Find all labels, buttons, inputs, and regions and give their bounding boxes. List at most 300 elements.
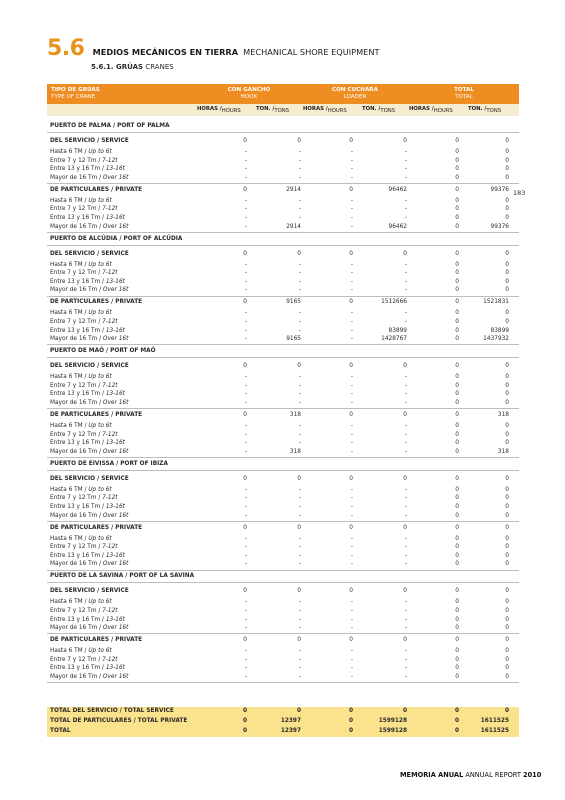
table-cell: -: [350, 197, 353, 204]
table-cell: 0: [403, 138, 407, 144]
table-cell: -: [404, 552, 407, 559]
row-label: [50, 361, 129, 371]
table-cell: -: [404, 174, 407, 181]
table-cell: -: [244, 149, 247, 155]
size-label-en: Up to 6t: [88, 486, 112, 493]
size-label-en: 13-16t: [105, 616, 125, 623]
table-cell: 1521831: [483, 299, 509, 306]
table-cell: 0: [243, 524, 247, 531]
table-cell: -: [244, 665, 247, 672]
table-cell: -: [350, 174, 353, 181]
table-cell: 0: [505, 138, 509, 144]
table-cell: 0: [455, 223, 459, 230]
group-label: DE PARTICULARES / PRIVATE: [50, 412, 143, 418]
table-cell: 0: [349, 250, 353, 257]
size-label-en: Up to 6t: [88, 599, 112, 606]
table-cell: -: [350, 608, 353, 614]
table-cell: 0: [349, 637, 353, 644]
table-cell: 0: [505, 270, 509, 277]
size-label-es: Entre 7 y 12 Tm /: [50, 656, 101, 663]
table-cell: 0: [455, 656, 459, 663]
table-cell: -: [404, 157, 407, 164]
table-cell: 0: [505, 287, 509, 294]
table-cell: 318: [289, 448, 301, 455]
table-cell: -: [298, 561, 301, 568]
table-cell: -: [350, 625, 353, 632]
table-cell: -: [350, 149, 353, 155]
size-label-en: Over 16t: [102, 174, 129, 181]
table-cell: 0: [505, 157, 509, 164]
group-label: DE PARTICULARES / PRIVATE: [50, 637, 143, 644]
row-label: [50, 249, 129, 259]
table-cell: 0: [505, 363, 509, 370]
tons-label-es: TON. /: [362, 106, 381, 112]
table-cell: -: [298, 535, 301, 542]
row-label: [50, 346, 156, 356]
footer-report-en: ANNUAL REPORT: [465, 771, 521, 779]
table-cell: -: [404, 431, 407, 438]
table-cell: 0: [297, 524, 301, 531]
table-cell: -: [404, 310, 407, 317]
table-cell: 0: [455, 287, 459, 294]
table-cell: -: [350, 544, 353, 551]
footer-year: 2010: [523, 771, 542, 779]
size-label-es: Mayor de 16 Tm /: [50, 674, 102, 680]
table-cell: 0: [505, 588, 509, 595]
table-cell: 0: [455, 157, 459, 164]
table-cell: 0: [505, 250, 509, 257]
table-cell: -: [404, 448, 407, 455]
subsection-title-en: CRANES: [145, 63, 174, 71]
table-cell: -: [244, 431, 247, 438]
table-cell: 0: [403, 524, 407, 531]
size-label-es: Entre 13 y 16 Tm /: [50, 391, 104, 398]
total-cell: 0: [504, 708, 509, 714]
row-label: [50, 559, 128, 569]
col-hook-en: HOOK: [240, 94, 258, 100]
table-cell: 0: [455, 512, 459, 519]
table-cell: -: [350, 382, 353, 389]
section-number: 5.6: [47, 36, 85, 61]
table-cell: -: [404, 665, 407, 672]
table-cell: 0: [297, 637, 301, 644]
group-row: [47, 523, 519, 533]
table-cell: -: [298, 544, 301, 551]
table-cell: 0: [349, 588, 353, 595]
size-label-es: Entre 13 y 16 Tm /: [50, 440, 104, 447]
table-cell: -: [244, 391, 247, 398]
table-cell: -: [404, 149, 407, 155]
size-label-es: Mayor de 16 Tm /: [50, 287, 102, 294]
table-cell: 0: [505, 552, 509, 559]
size-label-en: 13-16t: [105, 440, 125, 447]
size-label-en: Over 16t: [102, 287, 129, 294]
table-cell: -: [298, 382, 301, 389]
size-label-es: Hasta 6 TM /: [50, 599, 87, 606]
table-cell: 0: [455, 310, 459, 317]
table-cell: 0: [505, 423, 509, 429]
table-cell: 0: [349, 363, 353, 370]
table-cell: -: [404, 270, 407, 277]
group-row: [47, 586, 519, 596]
table-cell: 0: [297, 475, 301, 482]
table-cell: -: [298, 166, 301, 173]
table-cell: 0: [505, 648, 509, 655]
table-cell: -: [350, 157, 353, 164]
section-title-es: MEDIOS MECÁNICOS EN TIERRA: [92, 47, 239, 57]
table-cell: -: [350, 599, 353, 606]
table-cell: -: [298, 512, 301, 519]
port-header-row: [47, 346, 519, 356]
table-cell: -: [350, 166, 353, 173]
table-cell: -: [298, 674, 301, 680]
row-divider: [47, 357, 519, 358]
row-label: [50, 635, 142, 645]
table-cell: 0: [505, 599, 509, 606]
table-cell: 1428767: [381, 336, 407, 343]
table-cell: 0: [455, 504, 459, 510]
table-cell: 0: [455, 250, 459, 257]
table-cell: -: [350, 423, 353, 429]
table-cell: -: [244, 504, 247, 510]
table-cell: -: [244, 223, 247, 230]
table-cell: -: [244, 157, 247, 164]
col-tons-header: [362, 106, 396, 114]
table-cell: 0: [455, 544, 459, 551]
table-cell: 83899: [490, 327, 509, 334]
size-label-es: Entre 13 y 16 Tm /: [50, 552, 104, 559]
table-cell: 0: [455, 674, 459, 680]
size-label-es: Mayor de 16 Tm /: [50, 223, 102, 230]
row-divider: [47, 521, 519, 522]
row-label: [50, 121, 170, 131]
table-cell: 0: [455, 431, 459, 438]
table-cell: 0: [505, 561, 509, 568]
table-cell: 0: [455, 535, 459, 542]
total-cell: 0: [348, 728, 353, 734]
table-cell: 0: [505, 166, 509, 173]
table-cell: -: [350, 448, 353, 455]
group-row: [47, 361, 519, 371]
table-cell: -: [298, 149, 301, 155]
size-label-es: Entre 13 y 16 Tm /: [50, 504, 104, 510]
table-cell: 0: [455, 486, 459, 493]
table-cell: 0: [455, 423, 459, 429]
total-cell: 1611525: [480, 728, 509, 734]
total-cell: 0: [348, 708, 353, 714]
table-cell: -: [350, 495, 353, 502]
table-row: [47, 672, 519, 682]
table-cell: -: [350, 206, 353, 213]
size-label-es: Entre 7 y 12 Tm /: [50, 157, 101, 164]
table-cell: -: [244, 215, 247, 221]
table-cell: 0: [505, 512, 509, 519]
table-cell: -: [298, 665, 301, 672]
row-divider: [47, 582, 519, 583]
total-cell: 0: [454, 728, 459, 734]
table-cell: 0: [455, 215, 459, 221]
size-label-en: Over 16t: [102, 336, 129, 343]
col-loader-es: CON CUCHARA: [332, 87, 378, 93]
table-cell: -: [350, 486, 353, 493]
port-header-row: [47, 571, 519, 581]
total-cell: 0: [454, 708, 459, 714]
row-label: [50, 234, 182, 244]
table-cell: 0: [403, 412, 407, 418]
group-row: [47, 297, 519, 307]
table-cell: -: [350, 223, 353, 230]
table-cell: 0: [243, 186, 247, 193]
size-label-es: Entre 7 y 12 Tm /: [50, 270, 101, 277]
table-cell: -: [350, 616, 353, 623]
table-cell: 2914: [286, 186, 301, 193]
table-cell: -: [244, 400, 247, 406]
size-label-en: 7-12t: [102, 608, 118, 614]
size-label-en: 13-16t: [105, 327, 125, 334]
size-label-es: Entre 7 y 12 Tm /: [50, 608, 101, 614]
table-cell: -: [404, 544, 407, 551]
section-header: [47, 36, 379, 61]
table-cell: 0: [455, 206, 459, 213]
size-label-en: Up to 6t: [88, 648, 112, 655]
table-cell: -: [350, 310, 353, 317]
table-cell: -: [298, 174, 301, 181]
table-cell: -: [244, 270, 247, 277]
group-label: DE PARTICULARES / PRIVATE: [50, 299, 143, 306]
size-label-es: Entre 13 y 16 Tm /: [50, 166, 104, 173]
table-cell: -: [298, 486, 301, 493]
table-cell: -: [350, 512, 353, 519]
table-row: [47, 173, 519, 183]
size-label-en: 7-12t: [102, 206, 118, 213]
total-cell: 12397: [280, 718, 301, 724]
table-cell: -: [298, 215, 301, 221]
table-row: [47, 511, 519, 521]
table-cell: 0: [505, 440, 509, 447]
table-cell: 0: [505, 674, 509, 680]
table-cell: -: [298, 504, 301, 510]
table-cell: -: [350, 674, 353, 680]
table-cell: 0: [505, 656, 509, 663]
tons-label-es: TON. /: [256, 106, 275, 112]
table-cell: 0: [505, 665, 509, 672]
hours-label-en: HOURS: [221, 108, 241, 114]
row-divider: [47, 232, 519, 233]
table-cell: -: [244, 535, 247, 542]
size-label-es: Mayor de 16 Tm /: [50, 400, 102, 406]
size-label-es: Entre 13 y 16 Tm /: [50, 616, 104, 623]
table-row: [47, 334, 519, 344]
table-cell: 0: [455, 382, 459, 389]
size-label-es: Hasta 6 TM /: [50, 486, 87, 493]
table-cell: 0: [455, 166, 459, 173]
size-label-es: Entre 7 y 12 Tm /: [50, 382, 101, 389]
row-label: [50, 185, 142, 195]
table-cell: 0: [505, 495, 509, 502]
table-cell: 0: [455, 440, 459, 447]
section-title-en: MECHANICAL SHORE EQUIPMENT: [243, 47, 380, 57]
row-label: [50, 173, 128, 183]
table-cell: -: [404, 400, 407, 406]
table-cell: -: [404, 215, 407, 221]
table-cell: -: [298, 287, 301, 294]
size-label-es: Hasta 6 TM /: [50, 310, 87, 317]
size-label-en: 7-12t: [102, 495, 118, 502]
footer-report-es: MEMORIA ANUAL: [400, 771, 464, 779]
table-cell: -: [350, 552, 353, 559]
table-cell: -: [244, 423, 247, 429]
size-label-es: Entre 7 y 12 Tm /: [50, 495, 101, 502]
size-label-es: Hasta 6 TM /: [50, 261, 87, 268]
table-cell: -: [244, 616, 247, 623]
size-label-es: Mayor de 16 Tm /: [50, 625, 102, 632]
table-cell: -: [244, 206, 247, 213]
table-row: [47, 559, 519, 569]
hours-label-es: HORAS /: [409, 106, 434, 112]
table-cell: -: [404, 648, 407, 655]
table-cell: -: [244, 310, 247, 317]
table-cell: 0: [243, 588, 247, 595]
size-label-es: Entre 7 y 12 Tm /: [50, 544, 101, 551]
table-cell: -: [244, 287, 247, 294]
table-cell: 83899: [388, 327, 407, 334]
size-label-en: Up to 6t: [88, 310, 112, 317]
table-cell: 0: [455, 149, 459, 155]
total-row: [47, 717, 519, 727]
port-name: PUERTO DE EIVISSA / PORT OF IBIZA: [50, 460, 168, 467]
table-cell: -: [298, 656, 301, 663]
size-label-es: Hasta 6 TM /: [50, 149, 87, 155]
table-cell: -: [244, 674, 247, 680]
tons-label-en: TONS: [380, 108, 396, 114]
size-label-en: Over 16t: [102, 512, 129, 519]
port-name: PUERTO DE PALMA / PORT OF PALMA: [50, 123, 170, 129]
table-header-bar: [47, 84, 519, 104]
table-cell: -: [244, 544, 247, 551]
group-label: DEL SERVICIO / SERVICE: [50, 588, 129, 595]
table-cell: -: [404, 608, 407, 614]
table-cell: -: [244, 648, 247, 655]
table-cell: 0: [455, 412, 459, 418]
tons-label-en: TONS: [274, 108, 290, 114]
total-cell: 0: [454, 718, 459, 724]
table-cell: -: [244, 197, 247, 204]
table-cell: 0: [403, 363, 407, 370]
size-label-es: Mayor de 16 Tm /: [50, 174, 102, 181]
table-cell: -: [350, 535, 353, 542]
port-name: PUERTO DE MAÓ / PORT OF MAÓ: [50, 348, 156, 355]
size-label-en: Up to 6t: [88, 197, 112, 204]
table-cell: -: [404, 278, 407, 285]
table-cell: -: [298, 206, 301, 213]
table-cell: 0: [455, 197, 459, 204]
table-cell: -: [244, 561, 247, 568]
table-cell: -: [298, 625, 301, 632]
size-label-en: 7-12t: [102, 431, 118, 438]
table-cell: 0: [505, 215, 509, 221]
table-cell: 0: [403, 637, 407, 644]
table-cell: -: [244, 625, 247, 632]
footer: [400, 771, 541, 779]
table-cell: -: [298, 319, 301, 325]
port-header-row: [47, 234, 519, 244]
row-label: [50, 297, 142, 307]
table-cell: 318: [497, 412, 509, 418]
table-cell: -: [350, 504, 353, 510]
table-cell: -: [298, 374, 301, 381]
size-label-en: Over 16t: [102, 561, 129, 568]
table-cell: 0: [349, 524, 353, 531]
table-cell: -: [350, 648, 353, 655]
table-cell: -: [244, 382, 247, 389]
size-label-en: Up to 6t: [88, 535, 112, 542]
col-hours-header: [409, 106, 453, 114]
row-label: [50, 447, 128, 457]
table-cell: -: [350, 287, 353, 294]
table-cell: 0: [297, 250, 301, 257]
table-row: [47, 623, 519, 633]
table-cell: 0: [455, 637, 459, 644]
col-hours-header: [303, 106, 347, 114]
col-hours-header: [197, 106, 241, 114]
table-cell: -: [298, 157, 301, 164]
col-tons-header: [468, 106, 502, 114]
table-cell: 0: [297, 588, 301, 595]
group-label: DEL SERVICIO / SERVICE: [50, 250, 129, 257]
group-row: [47, 136, 519, 146]
row-divider: [47, 344, 519, 345]
size-label-en: Over 16t: [102, 448, 129, 455]
subsection-number: 5.6.1. GRÚAS: [91, 63, 144, 71]
table-cell: 0: [505, 400, 509, 406]
table-cell: 0: [455, 561, 459, 568]
table-cell: -: [298, 440, 301, 447]
table-cell: -: [244, 512, 247, 519]
total-cell: 0: [242, 718, 247, 724]
table-cell: -: [350, 561, 353, 568]
table-cell: -: [244, 166, 247, 173]
table-cell: -: [244, 486, 247, 493]
size-label-es: Hasta 6 TM /: [50, 197, 87, 204]
group-label: DE PARTICULARES / PRIVATE: [50, 186, 143, 193]
row-divider: [47, 457, 519, 458]
row-label: [50, 222, 128, 232]
row-label: [50, 672, 128, 682]
row-divider: [47, 296, 519, 297]
row-divider: [47, 470, 519, 471]
table-cell: -: [244, 656, 247, 663]
size-label-es: Entre 7 y 12 Tm /: [50, 431, 101, 438]
table-cell: 0: [455, 608, 459, 614]
size-label-es: Entre 13 y 16 Tm /: [50, 215, 104, 221]
row-label: [50, 398, 128, 408]
table-cell: -: [244, 327, 247, 334]
table-cell: 0: [455, 319, 459, 325]
table-cell: 0: [505, 319, 509, 325]
table-cell: -: [404, 374, 407, 381]
page-number: 183: [513, 189, 526, 197]
size-label-en: Up to 6t: [88, 261, 112, 268]
port-name: PUERTO DE LA SAVINA / PORT OF LA SAVINA: [50, 573, 195, 580]
table-cell: 0: [505, 174, 509, 181]
row-divider: [47, 570, 519, 571]
table-cell: 0: [455, 448, 459, 455]
table-cell: -: [404, 495, 407, 502]
table-cell: -: [244, 448, 247, 455]
row-divider: [47, 682, 519, 683]
table-cell: 0: [455, 174, 459, 181]
table-cell: 0: [505, 431, 509, 438]
